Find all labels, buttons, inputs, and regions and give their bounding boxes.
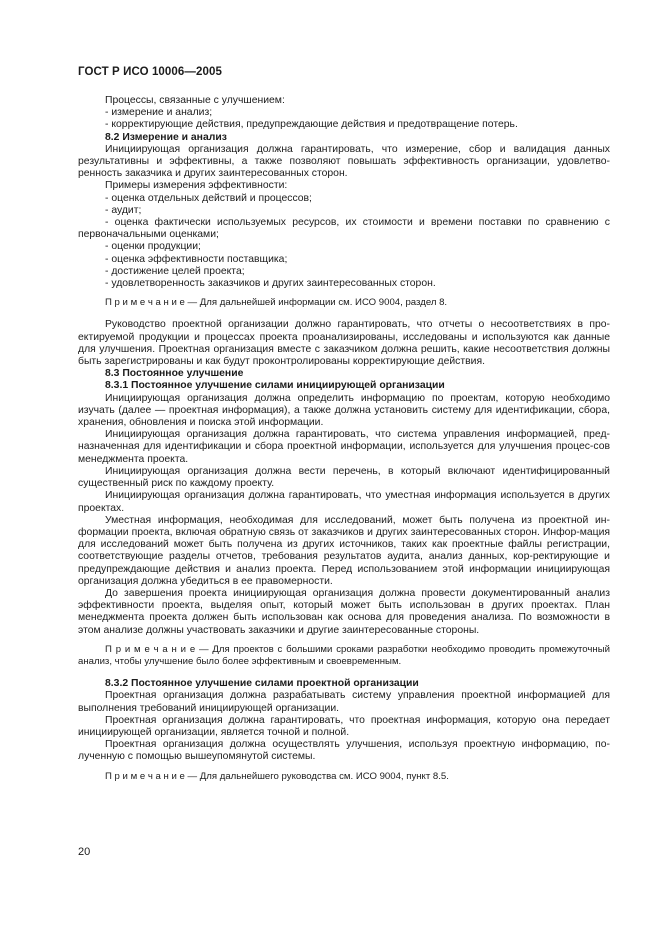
paragraph: Инициирующая организация должна вести перечень, в который включают идентифицированный существенный риск по каждому проекту. — [78, 465, 610, 490]
paragraph: Уместная информация, необходимая для исследований, может быть получена из проектной ин-формации проекта, включая обратную связь от заказчиков и других заинтересованных сторон. Инфор-мация для исследований может быть получена из других источников, таких как проектные файлы регистрации, соответствующие разделы отчетов, требования результатов аудита, анализ данных, кор-ректирующие и предупреждающие действия и анализ проекта. Перед использованием этой информации инициирующая организация должна убедиться в ее правомерности. — [78, 514, 610, 587]
document-header: ГОСТ Р ИСО 10006—2005 — [78, 66, 223, 78]
list-item: - оценка фактически используемых ресурсов, их стоимости и времени поставки по сравнению с первоначальными оценками; — [78, 217, 610, 241]
list-item: - корректирующие действия, предупреждающие действия и предотвращение потерь. — [105, 119, 518, 131]
page-body — [78, 95, 610, 783]
paragraph: Руководство проектной организации должно гарантировать, что отчеты о несоответствиях в про-ектируемой продукции и процессах проекта проанализированы, исследованы и используются как данные для улучшения. Проектная организация вместе с заказчиком должна решить, какие несоответствия должны быть зарегистрированы и как будут проконтролированы корректирующие действия. — [78, 319, 610, 368]
list-item: - оценка эффективности поставщика; — [105, 253, 288, 265]
list-item: - оценки продукции; — [105, 241, 201, 253]
paragraph: Инициирующая организация должна гарантировать, что измерение, сбор и валидация данных результативны и эффективны, а также позволяют повышать эффективность организации, удовлетво-ренность заказчика и других заинтересованных сторон. — [78, 143, 610, 180]
paragraph: Инициирующая организация должна гарантировать, что система управления информацией, пред-назначенная для идентификации и сбора проектной информации, используется для улучшения процес-сов менеджмента проекта. — [78, 429, 610, 465]
paragraph: Инициирующая организация должна гарантировать, что уместная информация используется в других проектах. — [78, 490, 610, 514]
paragraph: Процессы, связанные с улучшением: — [105, 95, 285, 106]
paragraph: Инициирующая организация должна определить информацию по проектам, которую необходимо изучать (далее — проектная информация), а также должна установить систему для идентификации, сбора, хранения, обновления и поиска этой информации. — [78, 392, 610, 429]
paragraph: Примеры измерения эффективности: — [105, 180, 288, 192]
section-heading: 8.3 Постоянное улучшение — [105, 368, 244, 380]
list-item: - измерение и анализ; — [105, 107, 213, 119]
paragraph: До завершения проекта инициирующая организация должна провести документированный анализ эффективности проекта, выделяя опыт, который может быть использован в других проектах. План менеджмента проекта должен быть использован как основа для проведения анализа. По возможности в этом анализе должны участвовать заказчики и другие заинтересованные стороны. — [78, 587, 610, 636]
note: П р и м е ч а н и е — Для проектов с большими сроками разработки необходимо проводить промежуточный анализ, чтобы улучшение было более эффективным и своевременным. — [78, 643, 610, 667]
list-item: - аудит; — [105, 204, 142, 216]
list-item: - удовлетворенность заказчиков и других заинтересованных сторон. — [105, 278, 436, 290]
list-item: - достижение целей проекта; — [105, 265, 245, 277]
paragraph: Проектная организация должна гарантировать, что проектная информация, которую она передает инициирующей организации, является точной и полной. — [78, 714, 610, 738]
list-item: - оценка отдельных действий и процессов; — [105, 192, 312, 204]
paragraph: Проектная организация должна осуществлять улучшения, используя проектную информацию, по-лученную с помощью вышеупомянутой системы. — [78, 739, 610, 763]
subsection-heading: 8.3.2 Постоянное улучшение силами проектной организации — [105, 678, 419, 690]
page-number: 20 — [78, 846, 91, 858]
subsection-heading: 8.3.1 Постоянное улучшение силами инициирующей организации — [105, 380, 445, 392]
section-heading: 8.2 Измерение и анализ — [105, 131, 227, 143]
paragraph: Проектная организация должна разрабатывать систему управления проектной информацией для выполнения требований инициирующей организации. — [78, 690, 610, 714]
note: П р и м е ч а н и е — Для дальнейшего руководства см. ИСО 9004, пункт 8.5. — [105, 770, 449, 782]
note: П р и м е ч а н и е — Для дальнейшей информации см. ИСО 9004, раздел 8. — [105, 297, 448, 309]
